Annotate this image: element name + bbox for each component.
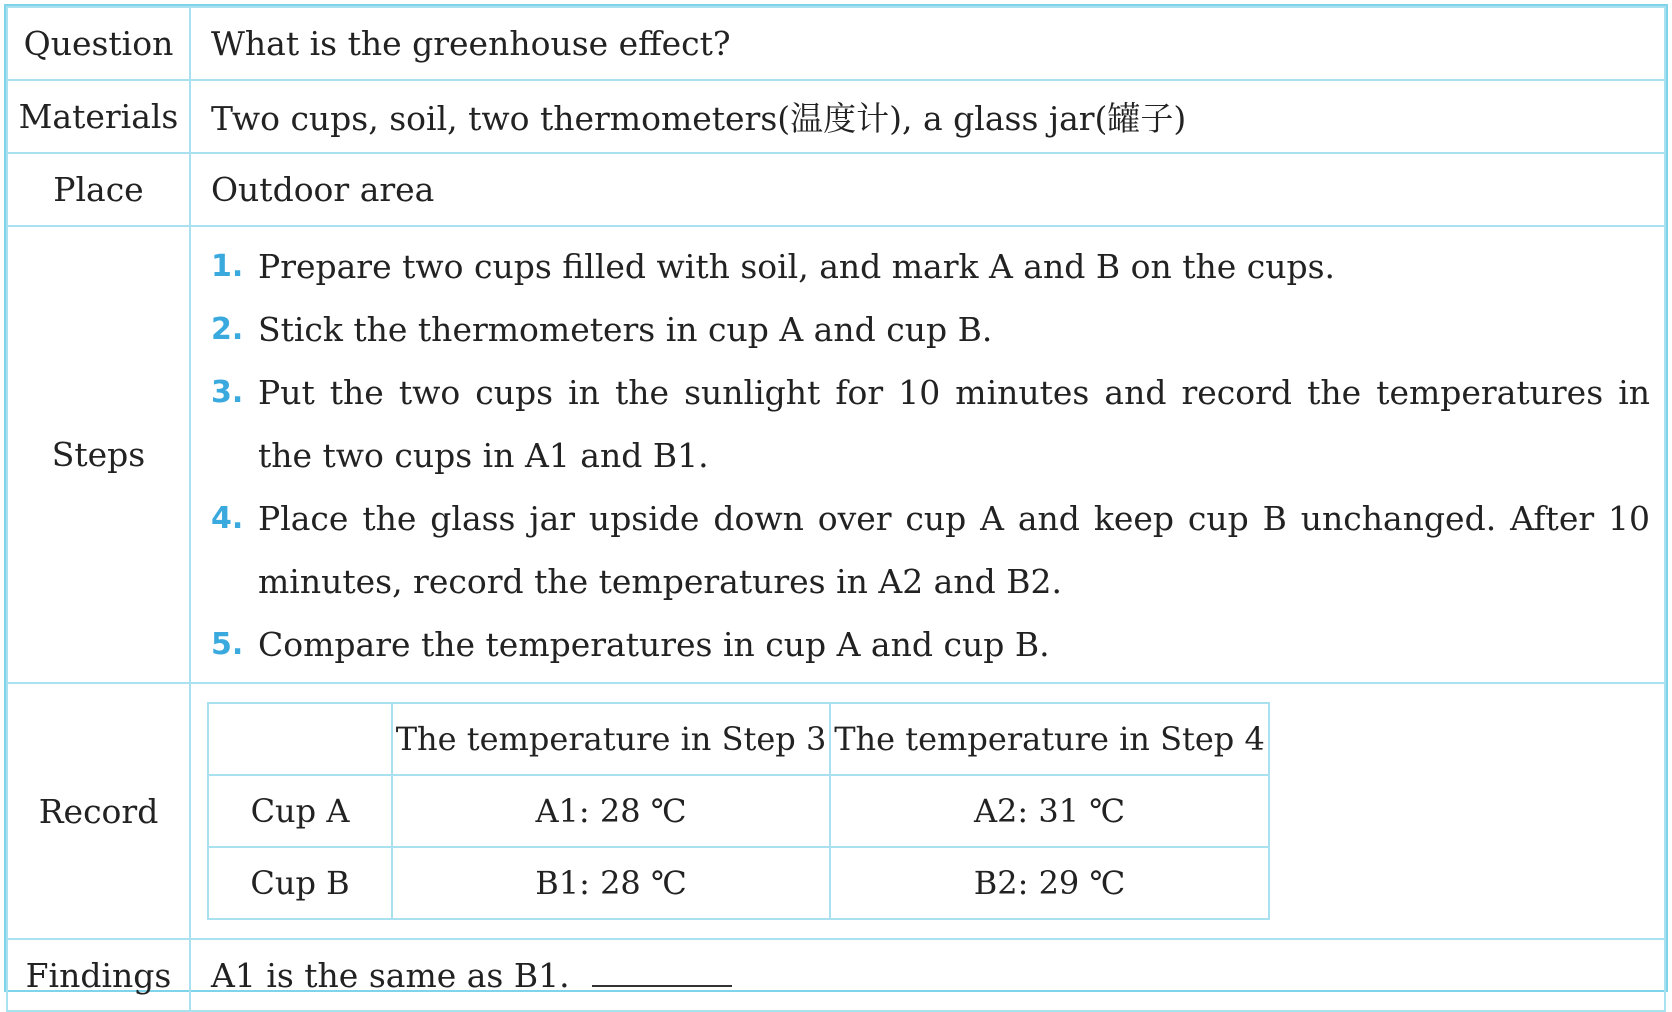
- step-text: Place the glass jar upside down over cup A and keep cup B unchanged. After 10 minutes, record the temperatures in A2 and B2.: [258, 499, 1650, 601]
- answer-blank[interactable]: [592, 957, 732, 987]
- findings-text: A1 is the same as B1.: [211, 955, 570, 995]
- materials-row: [7, 80, 1665, 153]
- materials-label: Materials: [7, 80, 190, 153]
- question-text: What is the greenhouse effect?: [190, 7, 1665, 80]
- step-number: 5.: [211, 627, 244, 662]
- record-row: [7, 683, 1665, 939]
- steps-cell: [190, 226, 1665, 683]
- findings-row: [7, 939, 1665, 1011]
- record-cell-value: A2: 31 ℃: [830, 775, 1269, 847]
- steps-row: [7, 226, 1665, 683]
- question-label: Question: [7, 7, 190, 80]
- record-header-row: [208, 703, 1269, 775]
- step-number: 2.: [211, 312, 244, 347]
- record-header-cell: The temperature in Step 4: [830, 703, 1269, 775]
- step-item: [211, 298, 1650, 361]
- activity-table-sheet: [4, 4, 1668, 995]
- findings-cell: [190, 939, 1665, 1011]
- place-label: Place: [7, 153, 190, 226]
- record-cell: [190, 683, 1665, 939]
- record-cell-value: Cup A: [208, 775, 392, 847]
- steps-list: [191, 227, 1664, 682]
- record-table-wrap: [191, 686, 1664, 936]
- findings-label: Findings: [7, 939, 190, 1011]
- step-text: Prepare two cups filled with soil, and mark A and B on the cups.: [258, 247, 1336, 286]
- record-label: Record: [7, 683, 190, 939]
- place-row: [7, 153, 1665, 226]
- step-item: [211, 361, 1650, 487]
- step-number: 4.: [211, 501, 244, 536]
- record-data-row: [208, 847, 1269, 919]
- record-table: [207, 702, 1270, 920]
- record-header-cell: [208, 703, 392, 775]
- step-item: [211, 487, 1650, 613]
- step-text: Put the two cups in the sunlight for 10 minutes and record the temperatures in the two cups in A1 and B1.: [258, 373, 1650, 475]
- steps-label: Steps: [7, 226, 190, 683]
- step-text: Stick the thermometers in cup A and cup B.: [258, 310, 993, 349]
- step-number: 1.: [211, 249, 244, 284]
- question-row: [7, 7, 1665, 80]
- record-header-cell: The temperature in Step 3: [392, 703, 830, 775]
- record-data-row: [208, 775, 1269, 847]
- step-text: Compare the temperatures in cup A and cup B.: [258, 625, 1050, 664]
- place-text: Outdoor area: [190, 153, 1665, 226]
- record-cell-value: Cup B: [208, 847, 392, 919]
- materials-text: Two cups, soil, two thermometers(温度计), a glass jar(罐子): [190, 80, 1665, 153]
- record-cell-value: B1: 28 ℃: [392, 847, 830, 919]
- step-item: [211, 235, 1650, 298]
- record-cell-value: A1: 28 ℃: [392, 775, 830, 847]
- step-number: 3.: [211, 375, 244, 410]
- step-item: [211, 613, 1650, 676]
- record-cell-value: B2: 29 ℃: [830, 847, 1269, 919]
- activity-table: [6, 6, 1666, 1012]
